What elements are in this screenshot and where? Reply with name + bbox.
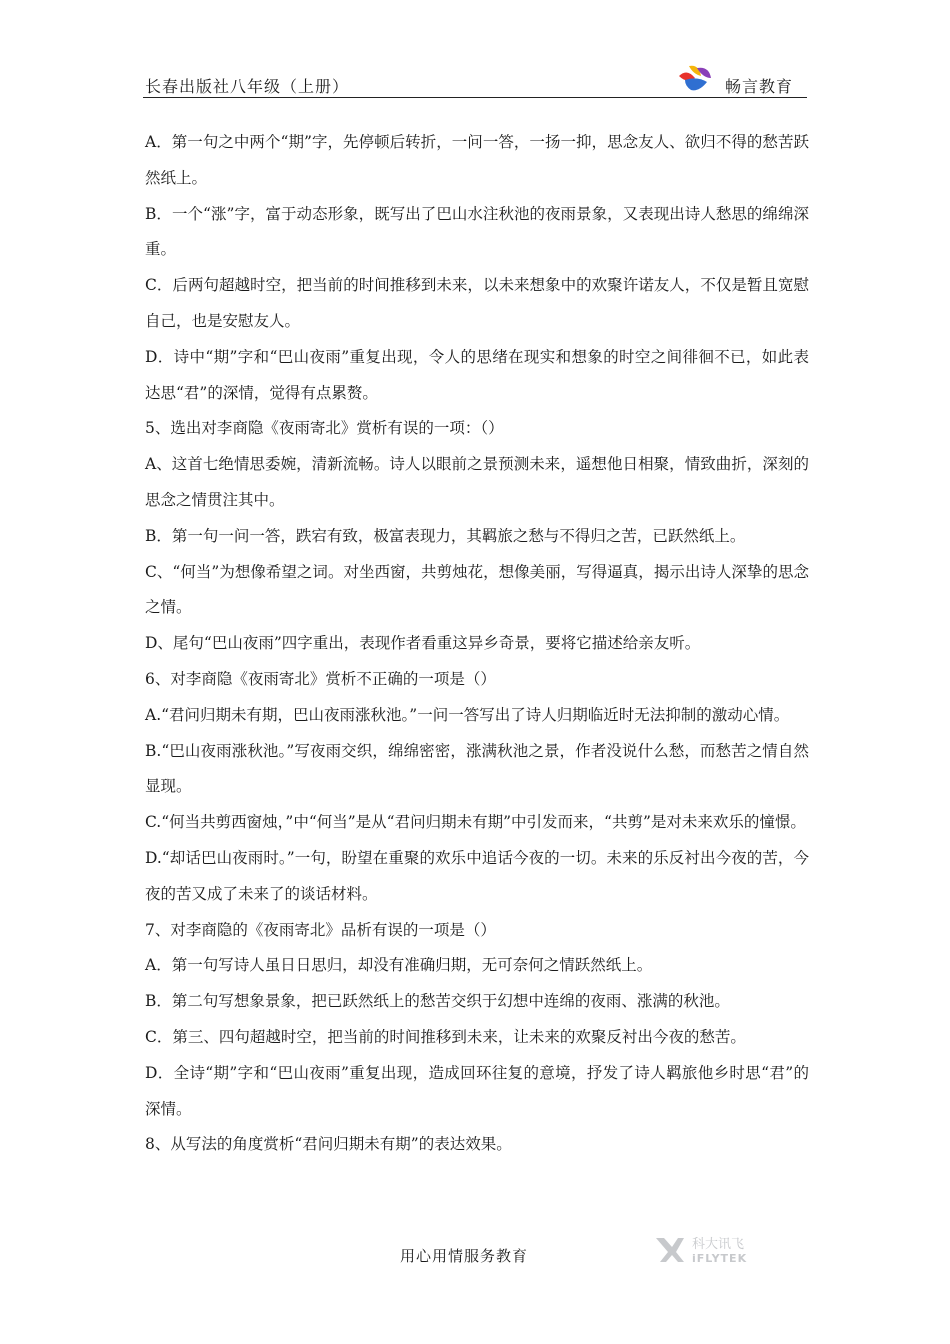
footer-slogan: 用心用情服务教育	[400, 1247, 529, 1265]
paragraph: C．第三、四句超越时空，把当前的时间推移到未来，让未来的欢聚反衬出今夜的愁苦。	[145, 1027, 746, 1046]
question-7: 7、对李商隐的《夜雨寄北》品析有误的一项是（）	[145, 920, 496, 939]
question-8: 8、从写法的角度赏析“君问归期未有期”的表达效果。	[145, 1135, 512, 1154]
iflytek-logo-icon	[654, 1232, 794, 1266]
logo-cn-text: 科大讯飞	[692, 1237, 745, 1252]
paragraph: D．全诗“期”字和“巴山夜雨”重复出现，造成回环往复的意境，抒发了诗人羁旅他乡时思“君”的深情。	[145, 1063, 809, 1118]
paragraph: B．一个“涨”字，富于动态形象，既写出了巴山水注秋池的夜雨景象，又表现出诗人愁思的绵绵深重。	[145, 204, 809, 259]
logo-en-text: iFLYTEK	[692, 1252, 748, 1265]
paragraph: C.“何当共剪西窗烛，”中“何当”是从“君问归期未有期”中引发而来，“共剪”是对未来欢乐的憧憬。	[145, 813, 806, 832]
paragraph: C、“何当”为想像希望之词。对坐西窗，共剪烛花，想像美丽，写得逼真，揭示出诗人深挚的思念之情。	[145, 562, 809, 617]
paragraph: A.“君问归期未有期，巴山夜雨涨秋池。”一问一答写出了诗人归期临近时无法抑制的激动心情。	[145, 705, 790, 724]
document-body	[145, 125, 809, 1163]
paragraph: D、尾句“巴山夜雨”四字重出，表现作者看重这异乡奇景，要将它描述给亲友听。	[145, 634, 701, 653]
paragraph: B.“巴山夜雨涨秋池。”写夜雨交织，绵绵密密，涨满秋池之景，作者没说什么愁，而愁苦之情自然显现。	[145, 741, 809, 796]
paragraph: A．第一句之中两个“期”字，先停顿后转折，一问一答，一扬一抑，思念友人、欲归不得的愁苦跃然纸上。	[145, 133, 809, 187]
paragraph: A、这首七绝情思委婉，清新流畅。诗人以眼前之景预测未来，遥想他日相聚，情致曲折，深刻的思念之情贯注其中。	[145, 455, 809, 509]
book-title: 长春出版社八年级（上册）	[145, 77, 350, 96]
question-5: 5、选出对李商隐《夜雨寄北》赏析有误的一项：（）	[145, 419, 504, 438]
changyan-logo-icon	[677, 62, 713, 94]
paragraph: D．诗中“期”字和“巴山夜雨”重复出现，令人的思绪在现实和想象的时空之间徘徊不已，如此表达思“君”的深情，觉得有点累赘。	[145, 347, 809, 402]
paragraph: C．后两句超越时空，把当前的时间推移到未来，以未来想象中的欢聚许诺友人，不仅是暂且宽慰自己，也是安慰友人。	[145, 276, 809, 330]
header-divider	[143, 97, 807, 98]
paragraph: D.“却话巴山夜雨时。”一句，盼望在重聚的欢乐中追话今夜的一切。未来的乐反衬出今夜的苦，今夜的苦又成了未来了的谈话材料。	[145, 848, 809, 903]
question-6: 6、对李商隐《夜雨寄北》赏析不正确的一项是（）	[145, 669, 496, 688]
paragraph: B．第二句写想象景象，把已跃然纸上的愁苦交织于幻想中连绵的夜雨、涨满的秋池。	[145, 992, 730, 1011]
paragraph: A．第一句写诗人虽日日思归，却没有准确归期，无可奈何之情跃然纸上。	[145, 956, 653, 975]
paragraph: B．第一句一问一答，跌宕有致，极富表现力，其羁旅之愁与不得归之苦，已跃然纸上。	[145, 526, 746, 545]
brand-name: 畅言教育	[725, 77, 794, 96]
